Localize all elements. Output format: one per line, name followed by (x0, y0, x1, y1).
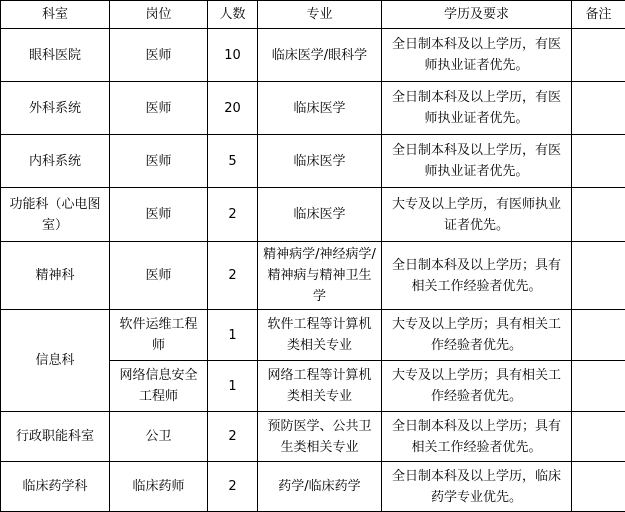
major-cell: 药学/临床药学 (258, 462, 382, 512)
major-cell: 预防医学、公共卫生类相关专业 (258, 412, 382, 462)
header-count: 人数 (208, 1, 258, 29)
position-cell: 公卫 (110, 412, 208, 462)
count-cell: 2 (208, 242, 258, 310)
major-cell: 网络工程等计算机类相关专业 (258, 361, 382, 412)
table-row (1, 242, 625, 310)
dept-cell: 行政职能科室 (1, 412, 110, 462)
major-cell: 软件工程等计算机类相关专业 (258, 310, 382, 361)
header-major: 专业 (258, 1, 382, 29)
major-cell: 精神病学/神经病学/精神病与精神卫生学 (258, 242, 382, 310)
remark-cell (572, 361, 625, 412)
header-row (1, 1, 625, 29)
requirement-cell: 全日制本科及以上学历，有医师执业证者优先。 (382, 82, 572, 135)
major-cell: 临床医学/眼科学 (258, 29, 382, 82)
count-cell: 20 (208, 82, 258, 135)
remark-cell (572, 412, 625, 462)
position-cell: 医师 (110, 242, 208, 310)
count-cell: 1 (208, 310, 258, 361)
remark-cell (572, 135, 625, 188)
requirement-cell: 全日制本科及以上学历；具有相关工作经验者优先。 (382, 242, 572, 310)
dept-cell: 功能科（心电图室） (1, 188, 110, 242)
table-row (1, 462, 625, 512)
dept-cell: 精神科 (1, 242, 110, 310)
count-cell: 5 (208, 135, 258, 188)
major-cell: 临床医学 (258, 82, 382, 135)
position-cell: 网络信息安全工程师 (110, 361, 208, 412)
remark-cell (572, 188, 625, 242)
position-cell: 软件运维工程师 (110, 310, 208, 361)
dept-cell: 信息科 (1, 310, 110, 412)
requirement-cell: 大专及以上学历；具有相关工作经验者优先。 (382, 310, 572, 361)
remark-cell (572, 82, 625, 135)
count-cell: 1 (208, 361, 258, 412)
remark-cell (572, 462, 625, 512)
table-row (1, 188, 625, 242)
position-cell: 医师 (110, 135, 208, 188)
table-row (1, 412, 625, 462)
requirement-cell: 全日制本科及以上学历，有医师执业证者优先。 (382, 135, 572, 188)
dept-cell: 内科系统 (1, 135, 110, 188)
count-cell: 2 (208, 412, 258, 462)
dept-cell: 外科系统 (1, 82, 110, 135)
remark-cell (572, 242, 625, 310)
remark-cell (572, 310, 625, 361)
table-row (1, 82, 625, 135)
header-position: 岗位 (110, 1, 208, 29)
remark-cell (572, 29, 625, 82)
table-row (1, 310, 625, 361)
requirement-cell: 全日制本科及以上学历，临床药学专业优先。 (382, 462, 572, 512)
header-dept: 科室 (1, 1, 110, 29)
requirement-cell: 大专及以上学历；具有相关工作经验者优先。 (382, 361, 572, 412)
count-cell: 2 (208, 462, 258, 512)
header-requirement: 学历及要求 (382, 1, 572, 29)
requirement-cell: 大专及以上学历，有医师执业证者优先。 (382, 188, 572, 242)
dept-cell: 临床药学科 (1, 462, 110, 512)
header-remark: 备注 (572, 1, 625, 29)
major-cell: 临床医学 (258, 188, 382, 242)
count-cell: 10 (208, 29, 258, 82)
table-row (1, 135, 625, 188)
dept-cell: 眼科医院 (1, 29, 110, 82)
position-cell: 临床药师 (110, 462, 208, 512)
position-cell: 医师 (110, 82, 208, 135)
position-cell: 医师 (110, 29, 208, 82)
major-cell: 临床医学 (258, 135, 382, 188)
table-row (1, 29, 625, 82)
requirement-cell: 全日制本科及以上学历，有医师执业证者优先。 (382, 29, 572, 82)
position-cell: 医师 (110, 188, 208, 242)
count-cell: 2 (208, 188, 258, 242)
requirement-cell: 全日制本科及以上学历；具有相关工作经验者优先。 (382, 412, 572, 462)
